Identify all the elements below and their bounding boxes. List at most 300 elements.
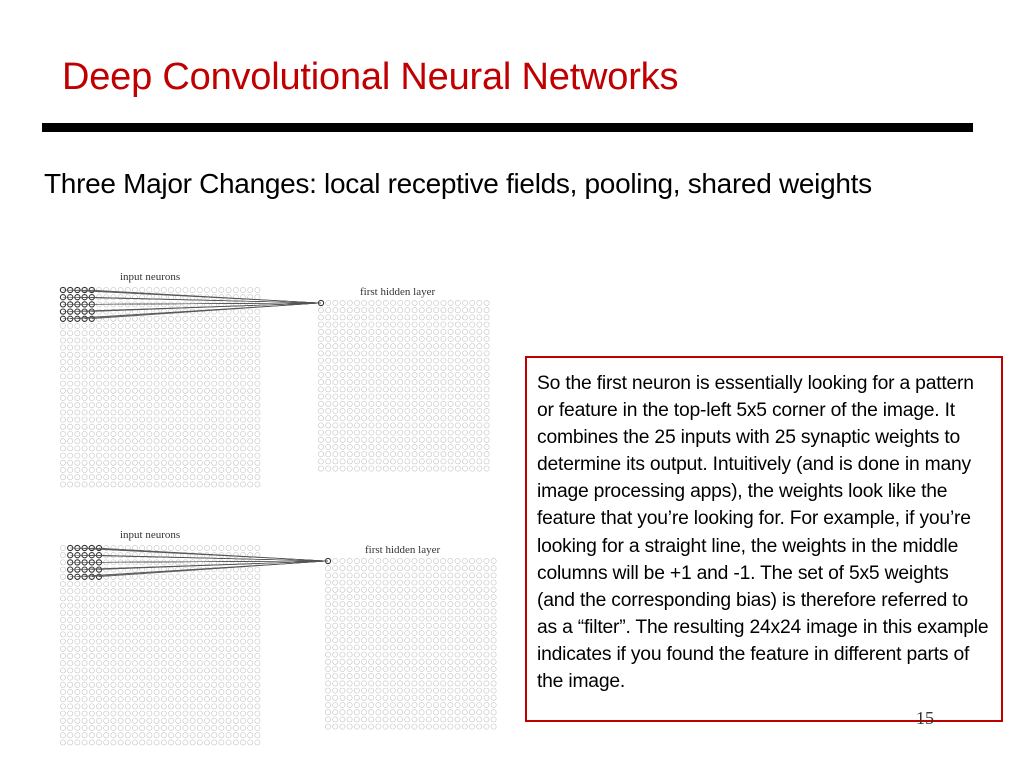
hidden-neuron [448, 688, 453, 693]
input-neuron [147, 639, 152, 644]
input-neuron [60, 446, 65, 451]
input-neuron [212, 589, 217, 594]
hidden-neuron [419, 365, 424, 370]
hidden-neuron [419, 616, 424, 621]
hidden-neuron [412, 609, 417, 614]
hidden-neuron [347, 580, 352, 585]
hidden-neuron [455, 616, 460, 621]
hidden-neuron [433, 724, 438, 729]
hidden-neuron [397, 580, 402, 585]
input-neuron [147, 302, 152, 307]
input-neuron [147, 482, 152, 487]
input-neuron [154, 581, 159, 586]
hidden-neuron [318, 394, 323, 399]
hidden-neuron [491, 659, 496, 664]
input-neuron [204, 653, 209, 658]
hidden-neuron [477, 580, 482, 585]
input-neuron [183, 682, 188, 687]
hidden-neuron [426, 300, 431, 305]
input-neuron [96, 740, 101, 745]
hidden-neuron [354, 466, 359, 471]
input-neuron [89, 632, 94, 637]
input-neuron [255, 646, 260, 651]
hidden-neuron [441, 659, 446, 664]
hidden-neuron [354, 616, 359, 621]
input-neuron [82, 711, 87, 716]
hidden-neuron [419, 408, 424, 413]
input-neuron [240, 475, 245, 480]
input-neuron [161, 625, 166, 630]
input-neuron [176, 446, 181, 451]
hidden-neuron [448, 394, 453, 399]
input-neuron [176, 338, 181, 343]
input-neuron [154, 596, 159, 601]
input-neuron [168, 704, 173, 709]
input-neuron [154, 560, 159, 565]
input-neuron [118, 431, 123, 436]
input-neuron [255, 475, 260, 480]
hidden-neuron [347, 336, 352, 341]
input-neuron [118, 381, 123, 386]
hidden-neuron [383, 452, 388, 457]
hidden-neuron [383, 408, 388, 413]
hidden-neuron [405, 308, 410, 313]
hidden-neuron [477, 602, 482, 607]
input-neuron [168, 439, 173, 444]
input-neuron [132, 475, 137, 480]
input-neuron [60, 668, 65, 673]
hidden-neuron [326, 430, 331, 435]
hidden-neuron [462, 702, 467, 707]
hidden-neuron [412, 452, 417, 457]
hidden-neuron [376, 394, 381, 399]
input-neuron [154, 740, 159, 745]
input-neuron [140, 388, 145, 393]
input-neuron [197, 675, 202, 680]
input-neuron [176, 453, 181, 458]
input-neuron [147, 467, 152, 472]
hidden-neuron [390, 466, 395, 471]
hidden-neuron [462, 674, 467, 679]
hidden-neuron [477, 401, 482, 406]
hidden-neuron [484, 437, 489, 442]
hidden-neuron [376, 674, 381, 679]
input-neuron [176, 689, 181, 694]
hidden-neuron [326, 308, 331, 313]
input-neuron [75, 431, 80, 436]
input-neuron [96, 417, 101, 422]
hidden-neuron [412, 408, 417, 413]
hidden-neuron [405, 452, 410, 457]
input-neuron [140, 740, 145, 745]
hidden-neuron [354, 408, 359, 413]
input-neuron [219, 596, 224, 601]
hidden-neuron [484, 452, 489, 457]
hidden-neuron [412, 401, 417, 406]
hidden-neuron [340, 630, 345, 635]
input-neuron [233, 553, 238, 558]
input-neuron [255, 567, 260, 572]
input-neuron [240, 718, 245, 723]
input-neuron [190, 302, 195, 307]
hidden-neuron [383, 710, 388, 715]
input-neuron [212, 675, 217, 680]
hidden-neuron [369, 609, 374, 614]
hidden-neuron [469, 645, 474, 650]
input-neuron [125, 668, 130, 673]
hidden-neuron [412, 372, 417, 377]
input-neuron [132, 661, 137, 666]
input-neuron [68, 596, 73, 601]
hidden-neuron [398, 452, 403, 457]
input-neuron [118, 682, 123, 687]
hidden-neuron [405, 365, 410, 370]
input-neuron [183, 661, 188, 666]
hidden-neuron [333, 702, 338, 707]
input-neuron [75, 467, 80, 472]
input-neuron [219, 668, 224, 673]
hidden-neuron [340, 423, 345, 428]
input-neuron [125, 460, 130, 465]
hidden-neuron [383, 587, 388, 592]
hidden-neuron [455, 659, 460, 664]
input-neuron [96, 410, 101, 415]
hidden-neuron [362, 423, 367, 428]
input-neuron [248, 610, 253, 615]
hidden-neuron [419, 401, 424, 406]
input-neuron [82, 625, 87, 630]
hidden-neuron [326, 315, 331, 320]
hidden-neuron [369, 372, 374, 377]
hidden-neuron [448, 666, 453, 671]
input-neuron [89, 431, 94, 436]
input-neuron [111, 403, 116, 408]
input-neuron [75, 331, 80, 336]
hidden-neuron [354, 372, 359, 377]
input-neuron [60, 574, 65, 579]
input-neuron [96, 381, 101, 386]
input-neuron [60, 374, 65, 379]
hidden-neuron [347, 666, 352, 671]
hidden-neuron [484, 351, 489, 356]
input-neuron [125, 439, 130, 444]
hidden-neuron [462, 566, 467, 571]
input-neuron [183, 545, 188, 550]
input-neuron [219, 482, 224, 487]
hidden-neuron [376, 387, 381, 392]
hidden-neuron [390, 416, 395, 421]
hidden-neuron [448, 358, 453, 363]
input-neuron [161, 639, 166, 644]
input-neuron [183, 410, 188, 415]
input-neuron [125, 345, 130, 350]
hidden-neuron [361, 580, 366, 585]
input-neuron [197, 395, 202, 400]
input-neuron [248, 424, 253, 429]
hidden-neuron [412, 616, 417, 621]
input-neuron [82, 740, 87, 745]
hidden-neuron [405, 336, 410, 341]
input-neuron [183, 453, 188, 458]
hidden-neuron [383, 681, 388, 686]
input-neuron [226, 668, 231, 673]
hidden-neuron [441, 688, 446, 693]
input-neuron [60, 439, 65, 444]
hidden-neuron [383, 322, 388, 327]
hidden-neuron [462, 322, 467, 327]
hidden-neuron [397, 702, 402, 707]
hidden-neuron [383, 394, 388, 399]
hidden-neuron [426, 630, 431, 635]
input-neuron [147, 410, 152, 415]
input-neuron [154, 381, 159, 386]
input-neuron [89, 482, 94, 487]
input-neuron [118, 632, 123, 637]
hidden-neuron [347, 623, 352, 628]
input-neuron [190, 697, 195, 702]
input-neuron [168, 610, 173, 615]
input-neuron [176, 374, 181, 379]
input-neuron [104, 682, 109, 687]
hidden-neuron [390, 616, 395, 621]
hidden-neuron [340, 437, 345, 442]
input-neuron [176, 475, 181, 480]
input-neuron [176, 316, 181, 321]
input-neuron [147, 453, 152, 458]
input-neuron [60, 381, 65, 386]
hidden-neuron [398, 408, 403, 413]
input-neuron [183, 740, 188, 745]
hidden-neuron [340, 401, 345, 406]
input-neuron [96, 446, 101, 451]
hidden-neuron [441, 380, 446, 385]
input-neuron [204, 639, 209, 644]
hidden-neuron [484, 630, 489, 635]
input-neuron [190, 446, 195, 451]
hidden-neuron [434, 452, 439, 457]
hidden-neuron [441, 580, 446, 585]
hidden-neuron [397, 587, 402, 592]
input-neuron [89, 725, 94, 730]
hidden-neuron [326, 380, 331, 385]
hidden-neuron [462, 724, 467, 729]
input-neuron [140, 467, 145, 472]
hidden-neuron [347, 688, 352, 693]
input-neuron [60, 711, 65, 716]
input-neuron [233, 711, 238, 716]
input-neuron [89, 617, 94, 622]
hidden-neuron [354, 609, 359, 614]
hidden-neuron [434, 351, 439, 356]
input-neuron [111, 345, 116, 350]
hidden-neuron [412, 365, 417, 370]
input-neuron [240, 359, 245, 364]
input-neuron [197, 610, 202, 615]
input-neuron [226, 295, 231, 300]
input-neuron [226, 374, 231, 379]
hidden-neuron [398, 430, 403, 435]
input-neuron [125, 653, 130, 658]
input-neuron [168, 733, 173, 738]
input-neuron [212, 711, 217, 716]
input-neuron [140, 367, 145, 372]
input-neuron [233, 740, 238, 745]
hidden-neuron [383, 466, 388, 471]
hidden-neuron [347, 365, 352, 370]
input-neuron [96, 632, 101, 637]
hidden-neuron [441, 630, 446, 635]
input-neuron [147, 545, 152, 550]
input-neuron [212, 388, 217, 393]
input-neuron [204, 439, 209, 444]
hidden-neuron [340, 688, 345, 693]
hidden-neuron [441, 594, 446, 599]
hidden-neuron [398, 351, 403, 356]
input-neuron [161, 323, 166, 328]
input-neuron [183, 675, 188, 680]
input-neuron [248, 661, 253, 666]
hidden-neuron [441, 558, 446, 563]
input-neuron [111, 395, 116, 400]
input-neuron [212, 460, 217, 465]
input-neuron [240, 367, 245, 372]
hidden-neuron [455, 594, 460, 599]
hidden-neuron [470, 466, 475, 471]
hidden-neuron [333, 336, 338, 341]
input-neuron [168, 323, 173, 328]
hidden-neuron [383, 423, 388, 428]
input-neuron [204, 646, 209, 651]
input-neuron [111, 460, 116, 465]
input-neuron [161, 417, 166, 422]
connection-lines [70, 548, 328, 577]
hidden-neuron [405, 558, 410, 563]
input-neuron [96, 617, 101, 622]
input-neuron [154, 574, 159, 579]
input-neuron [68, 439, 73, 444]
input-neuron [190, 560, 195, 565]
input-neuron [68, 603, 73, 608]
hidden-neuron [405, 372, 410, 377]
hidden-neuron [390, 558, 395, 563]
hidden-neuron [347, 408, 352, 413]
input-neuron [118, 553, 123, 558]
hidden-neuron [325, 630, 330, 635]
input-neuron [226, 625, 231, 630]
hidden-neuron-grid [325, 558, 496, 729]
input-neuron [240, 689, 245, 694]
hidden-neuron [441, 394, 446, 399]
hidden-neuron [383, 300, 388, 305]
hidden-neuron [469, 659, 474, 664]
hidden-neuron [333, 444, 338, 449]
hidden-neuron [477, 344, 482, 349]
input-neuron [255, 331, 260, 336]
input-neuron [255, 309, 260, 314]
hidden-neuron [477, 372, 482, 377]
hidden-neuron [469, 674, 474, 679]
input-neuron [118, 323, 123, 328]
hidden-neuron [477, 380, 482, 385]
input-neuron [204, 367, 209, 372]
input-neuron [161, 424, 166, 429]
hidden-neuron [426, 681, 431, 686]
hidden-neuron [369, 702, 374, 707]
input-neuron [233, 581, 238, 586]
hidden-neuron [484, 710, 489, 715]
input-neuron [89, 711, 94, 716]
hidden-neuron [333, 580, 338, 585]
hidden-neuron [383, 315, 388, 320]
input-neuron [140, 323, 145, 328]
hidden-neuron [448, 674, 453, 679]
hidden-neuron [412, 308, 417, 313]
hidden-neuron [354, 336, 359, 341]
input-neuron [255, 417, 260, 422]
input-neuron [140, 697, 145, 702]
hidden-neuron [390, 681, 395, 686]
input-neuron [75, 725, 80, 730]
hidden-neuron [455, 638, 460, 643]
hidden-neuron [426, 315, 431, 320]
input-neuron [190, 545, 195, 550]
input-neuron [147, 388, 152, 393]
input-neuron [161, 331, 166, 336]
input-neuron [233, 359, 238, 364]
input-neuron [204, 403, 209, 408]
hidden-neuron [333, 688, 338, 693]
input-neuron [255, 302, 260, 307]
input-neuron [75, 733, 80, 738]
input-neuron [190, 417, 195, 422]
hidden-neuron [340, 674, 345, 679]
input-neuron [168, 482, 173, 487]
hidden-neuron [441, 351, 446, 356]
hidden-neuron [441, 573, 446, 578]
hidden-neuron [340, 566, 345, 571]
input-neuron [154, 725, 159, 730]
input-neuron [154, 718, 159, 723]
hidden-neuron [383, 365, 388, 370]
hidden-neuron [426, 602, 431, 607]
hidden-neuron [347, 645, 352, 650]
hidden-neuron [318, 329, 323, 334]
input-neuron [176, 482, 181, 487]
input-neuron [255, 381, 260, 386]
input-neuron [190, 733, 195, 738]
hidden-neuron [448, 594, 453, 599]
input-neuron [140, 446, 145, 451]
input-neuron [255, 589, 260, 594]
input-neuron [168, 446, 173, 451]
hidden-neuron [347, 695, 352, 700]
hidden-neuron [354, 423, 359, 428]
hidden-neuron [383, 437, 388, 442]
input-neuron [197, 625, 202, 630]
input-neuron [147, 646, 152, 651]
input-neuron [183, 574, 188, 579]
hidden-neuron [383, 308, 388, 313]
hidden-neuron [369, 652, 374, 657]
input-neuron [176, 725, 181, 730]
input-neuron [89, 359, 94, 364]
hidden-neuron [484, 681, 489, 686]
hidden-neuron [347, 416, 352, 421]
hidden-neuron [354, 322, 359, 327]
input-neuron [212, 439, 217, 444]
input-neuron [154, 403, 159, 408]
input-neuron [82, 439, 87, 444]
